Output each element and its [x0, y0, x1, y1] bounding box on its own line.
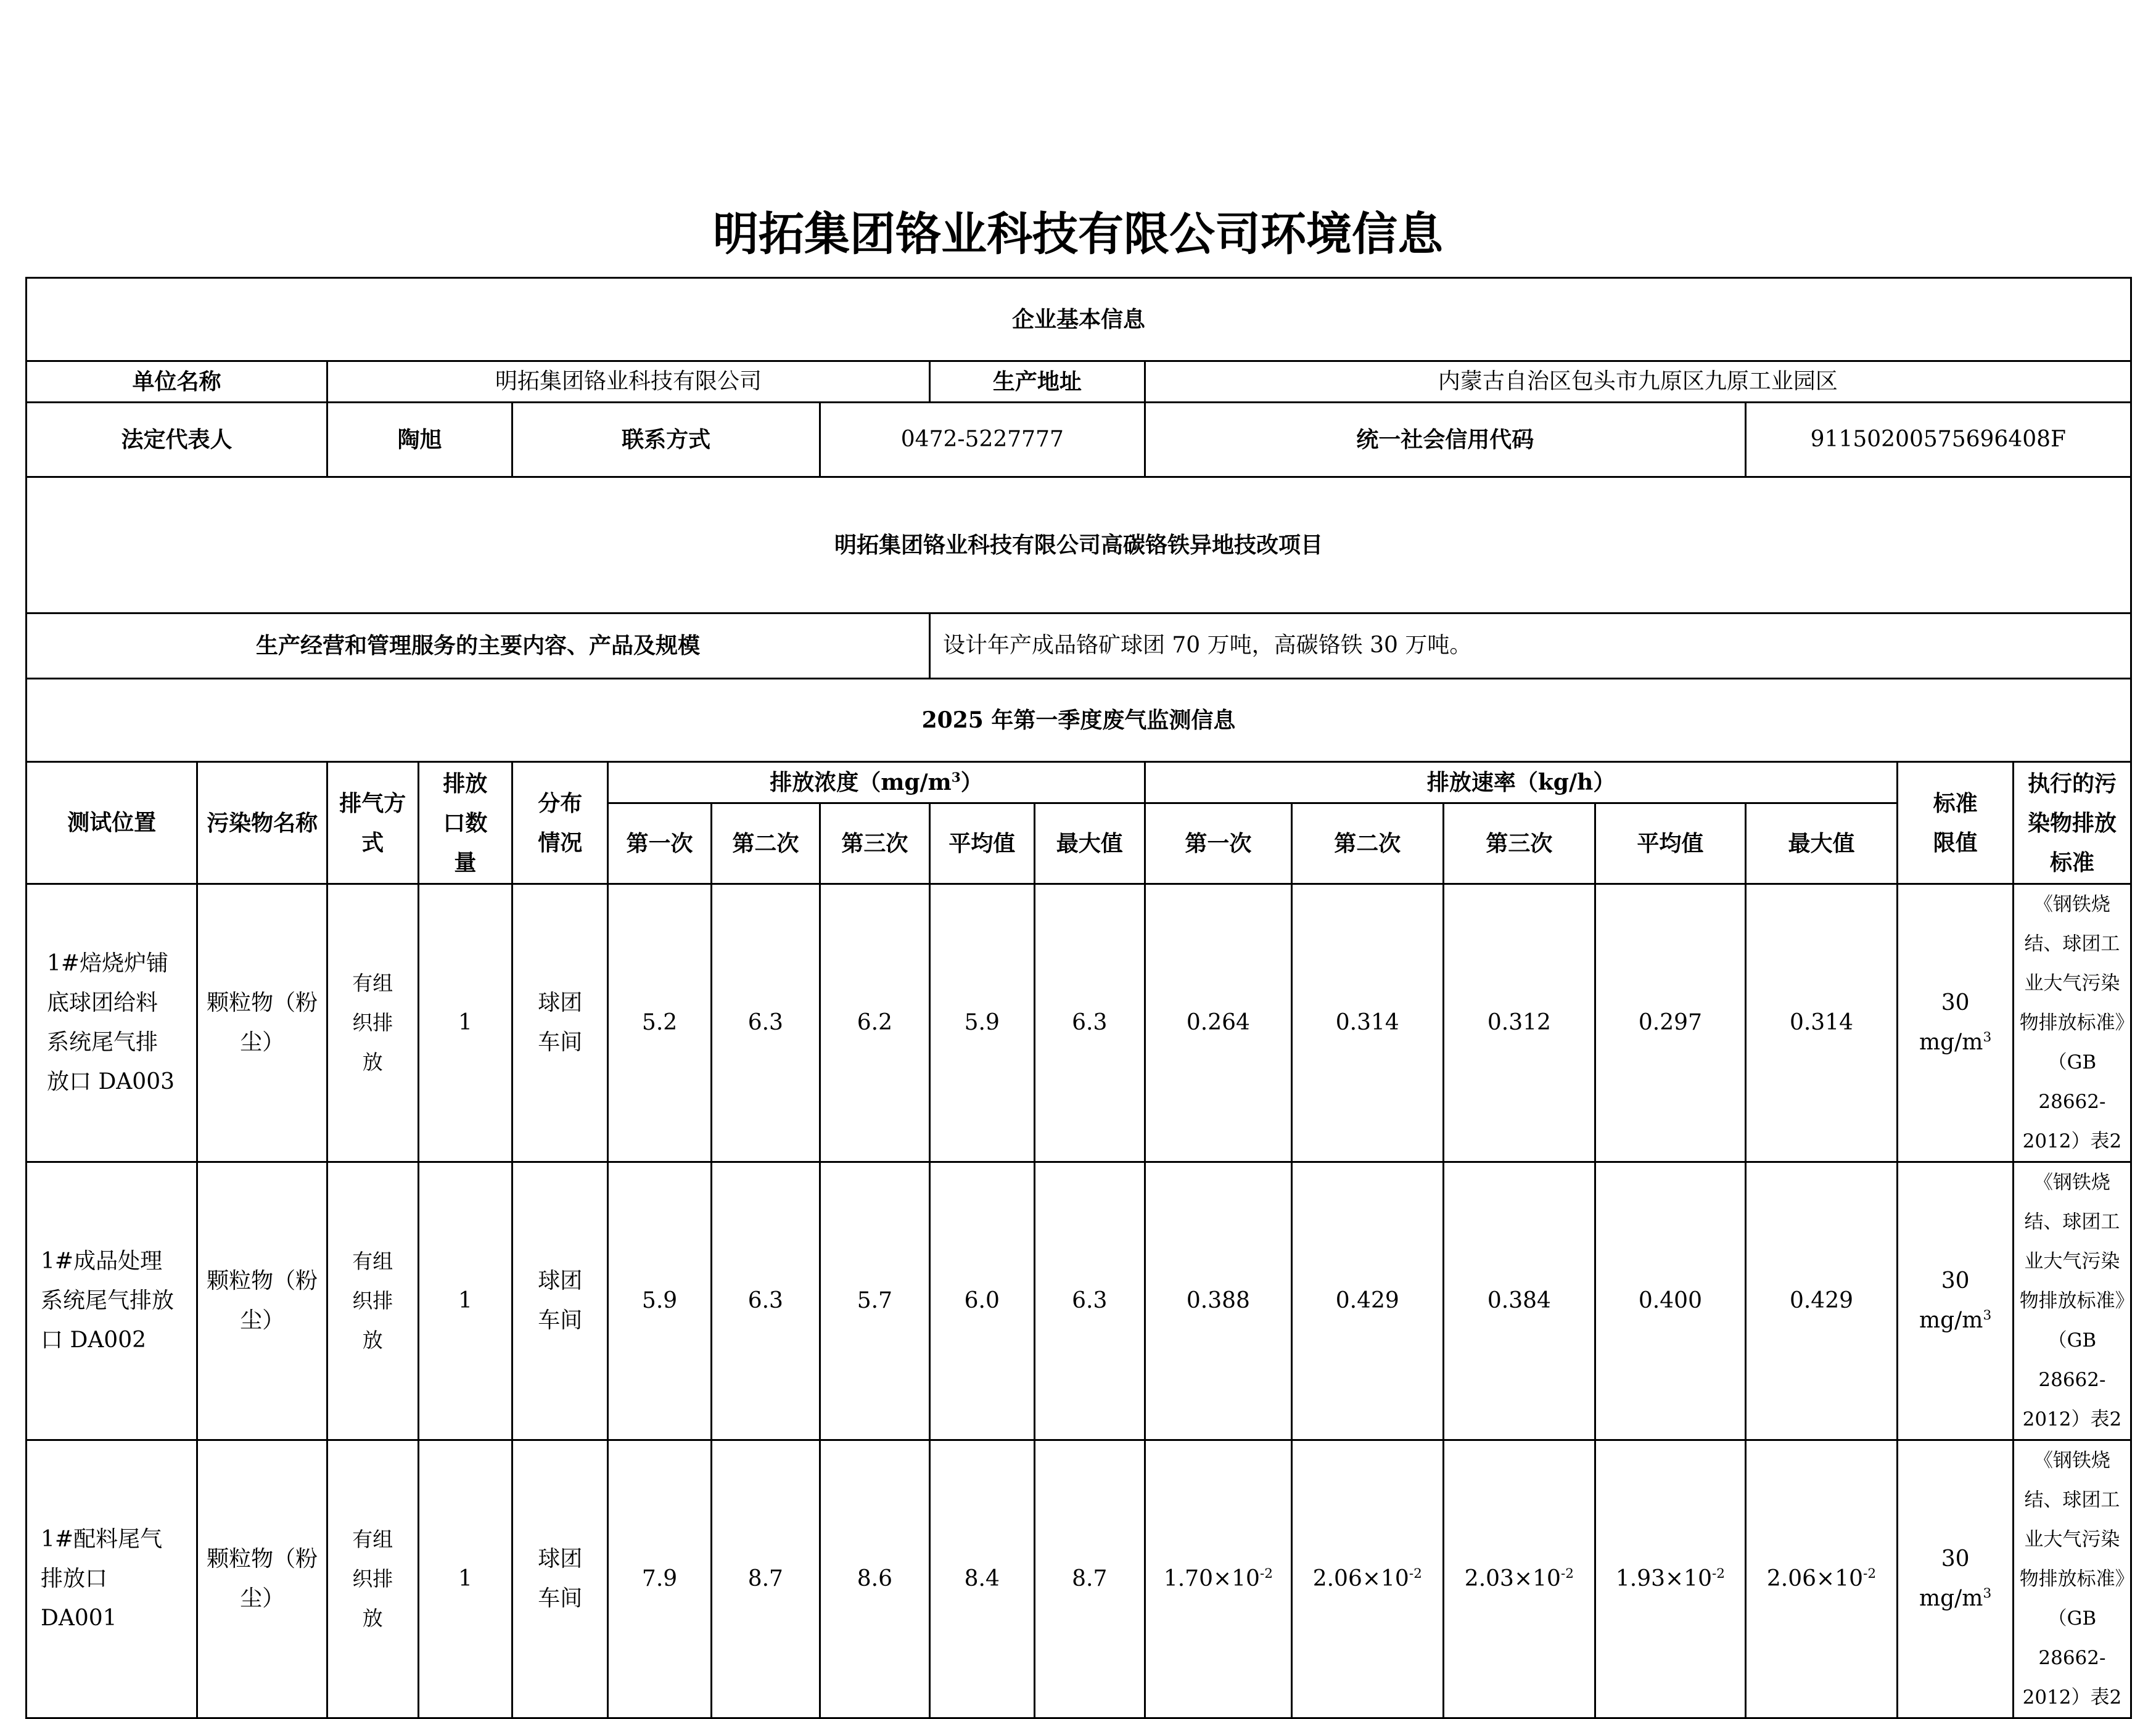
limit-unit-sup: 3	[1983, 1586, 1992, 1601]
header-concentration-text: 排放浓度（mg/m	[770, 769, 952, 795]
conc-max: 6.3	[1034, 1162, 1145, 1440]
conc-third: 6.2	[820, 884, 929, 1162]
rate-base: 0.312	[1487, 1009, 1551, 1035]
rate-average	[1595, 1162, 1745, 1440]
header-rate-second: 第二次	[1292, 803, 1444, 884]
limit-unit: mg/m	[1919, 1308, 1983, 1333]
row-distribution: 球团车间	[512, 1162, 608, 1440]
rate-base: 0.384	[1487, 1287, 1551, 1313]
header-location: 测试位置	[27, 762, 197, 884]
rate-base: 0.297	[1638, 1009, 1702, 1035]
row-exhaust-mode: 有组织排放	[327, 1162, 418, 1440]
header-standard-exec: 执行的污染物排放标准	[2013, 762, 2131, 884]
legal-rep-label: 法定代表人	[27, 403, 327, 477]
conc-first: 5.9	[608, 1162, 712, 1440]
rate-base: 2.03×10	[1464, 1565, 1561, 1591]
rate-exp: -2	[1863, 1565, 1877, 1582]
limit-unit-sup: 3	[1983, 1308, 1992, 1323]
row-location: 1#配料尾气排放口 DA001	[27, 1440, 197, 1718]
row-outlet-count: 1	[418, 884, 512, 1162]
monitoring-heading: 2025 年第一季度废气监测信息	[27, 679, 2131, 762]
row-standard: 《钢铁烧结、球团工业大气污染物排放标准》（GB 28662-2012）表2	[2013, 1440, 2131, 1718]
rate-average	[1595, 1440, 1745, 1718]
rate-base: 1.70×10	[1163, 1565, 1260, 1591]
rate-base: 2.06×10	[1766, 1565, 1864, 1591]
header-concentration-sup: 3	[951, 769, 961, 786]
environment-info-table	[25, 277, 2132, 1719]
header-rate-first: 第一次	[1145, 803, 1291, 884]
row-limit	[1898, 1162, 2014, 1440]
header-conc-max: 最大值	[1034, 803, 1145, 884]
row-pollutant: 颗粒物（粉尘）	[197, 884, 327, 1162]
row-exhaust-mode: 有组织排放	[327, 1440, 418, 1718]
rate-base: 0.314	[1335, 1009, 1399, 1035]
row-location: 1#成品处理系统尾气排放口 DA002	[27, 1162, 197, 1440]
scope-value: 设计年产成品铬矿球团 70 万吨，高碳铬铁 30 万吨。	[929, 613, 2131, 679]
address-label: 生产地址	[929, 361, 1145, 403]
rate-third	[1443, 884, 1595, 1162]
row-outlet-count: 1	[418, 1440, 512, 1718]
row-pollutant: 颗粒物（粉尘）	[197, 1162, 327, 1440]
header-rate-max: 最大值	[1745, 803, 1898, 884]
contact-value: 0472-5227777	[820, 403, 1145, 477]
contact-label: 联系方式	[512, 403, 820, 477]
row-standard: 《钢铁烧结、球团工业大气污染物排放标准》（GB 28662-2012）表2	[2013, 1162, 2131, 1440]
rate-third	[1443, 1162, 1595, 1440]
scope-label: 生产经营和管理服务的主要内容、产品及规模	[27, 613, 930, 679]
row-distribution: 球团车间	[512, 884, 608, 1162]
unit-name-value: 明拓集团铬业科技有限公司	[327, 361, 929, 403]
row-distribution: 球团车间	[512, 1440, 608, 1718]
conc-average: 8.4	[929, 1440, 1034, 1718]
conc-first: 7.9	[608, 1440, 712, 1718]
row-pollutant: 颗粒物（粉尘）	[197, 1440, 327, 1718]
header-pollutant: 污染物名称	[197, 762, 327, 884]
header-conc-first: 第一次	[608, 803, 712, 884]
rate-base: 1.93×10	[1615, 1565, 1712, 1591]
rate-average	[1595, 884, 1745, 1162]
table-row	[27, 884, 2131, 1162]
rate-exp: -2	[1560, 1565, 1574, 1582]
conc-average: 5.9	[929, 884, 1034, 1162]
rate-base: 0.388	[1186, 1287, 1250, 1313]
credit-code-label: 统一社会信用代码	[1145, 403, 1745, 477]
conc-third: 8.6	[820, 1440, 929, 1718]
conc-second: 6.3	[711, 1162, 820, 1440]
rate-second	[1292, 884, 1444, 1162]
header-exhaust-mode: 排气方式	[327, 762, 418, 884]
rate-base: 0.400	[1638, 1287, 1702, 1313]
header-distribution: 分布情况	[512, 762, 608, 884]
limit-unit: mg/m	[1919, 1586, 1983, 1611]
header-standard-limit: 标准限值	[1898, 762, 2014, 884]
header-concentration-close: ）	[960, 769, 983, 795]
conc-second: 6.3	[711, 884, 820, 1162]
rate-base: 2.06×10	[1312, 1565, 1409, 1591]
rate-third	[1443, 1440, 1595, 1718]
address-value: 内蒙古自治区包头市九原区九原工业园区	[1145, 361, 2131, 403]
row-outlet-count: 1	[418, 1162, 512, 1440]
conc-second: 8.7	[711, 1440, 820, 1718]
rate-base: 0.314	[1789, 1009, 1854, 1035]
rate-exp: -2	[1409, 1565, 1422, 1582]
conc-max: 6.3	[1034, 884, 1145, 1162]
limit-value: 30	[1941, 1546, 1970, 1572]
row-exhaust-mode: 有组织排放	[327, 884, 418, 1162]
rate-first	[1145, 884, 1291, 1162]
header-conc-average: 平均值	[929, 803, 1034, 884]
rate-base: 0.264	[1186, 1009, 1250, 1035]
rate-exp: -2	[1711, 1565, 1726, 1582]
rate-second	[1292, 1162, 1444, 1440]
table-row	[27, 1162, 2131, 1440]
limit-unit: mg/m	[1919, 1030, 1983, 1055]
basic-info-heading: 企业基本信息	[27, 278, 2131, 361]
unit-name-label: 单位名称	[27, 361, 327, 403]
header-conc-second: 第二次	[711, 803, 820, 884]
rate-base: 0.429	[1335, 1287, 1399, 1313]
limit-value: 30	[1941, 1268, 1970, 1294]
rate-first	[1145, 1440, 1291, 1718]
conc-average: 6.0	[929, 1162, 1034, 1440]
limit-value: 30	[1941, 990, 1970, 1015]
conc-first: 5.2	[608, 884, 712, 1162]
limit-unit-sup: 3	[1983, 1030, 1992, 1045]
rate-max	[1745, 1162, 1898, 1440]
rate-second	[1292, 1440, 1444, 1718]
rate-first	[1145, 1162, 1291, 1440]
header-rate-average: 平均值	[1595, 803, 1745, 884]
header-outlet-count: 排放口数量	[418, 762, 512, 884]
credit-code-value: 91150200575696408F	[1745, 403, 2131, 477]
row-limit	[1898, 884, 2014, 1162]
rate-exp: -2	[1259, 1565, 1273, 1582]
table-row	[27, 1440, 2131, 1718]
header-concentration-group	[608, 762, 1145, 803]
rate-max	[1745, 884, 1898, 1162]
row-standard: 《钢铁烧结、球团工业大气污染物排放标准》（GB 28662-2012）表2	[2013, 884, 2131, 1162]
header-conc-third: 第三次	[820, 803, 929, 884]
row-location: 1#焙烧炉铺底球团给料系统尾气排放口 DA003	[27, 884, 197, 1162]
header-rate-third: 第三次	[1443, 803, 1595, 884]
rate-max	[1745, 1440, 1898, 1718]
document-title: 明拓集团铬业科技有限公司环境信息	[713, 208, 1443, 261]
project-title: 明拓集团铬业科技有限公司高碳铬铁异地技改项目	[27, 477, 2131, 613]
legal-rep-value: 陶旭	[327, 403, 512, 477]
header-rate-group: 排放速率（kg/h）	[1145, 762, 1897, 803]
conc-third: 5.7	[820, 1162, 929, 1440]
rate-base: 0.429	[1789, 1287, 1854, 1313]
row-limit	[1898, 1440, 2014, 1718]
conc-max: 8.7	[1034, 1440, 1145, 1718]
